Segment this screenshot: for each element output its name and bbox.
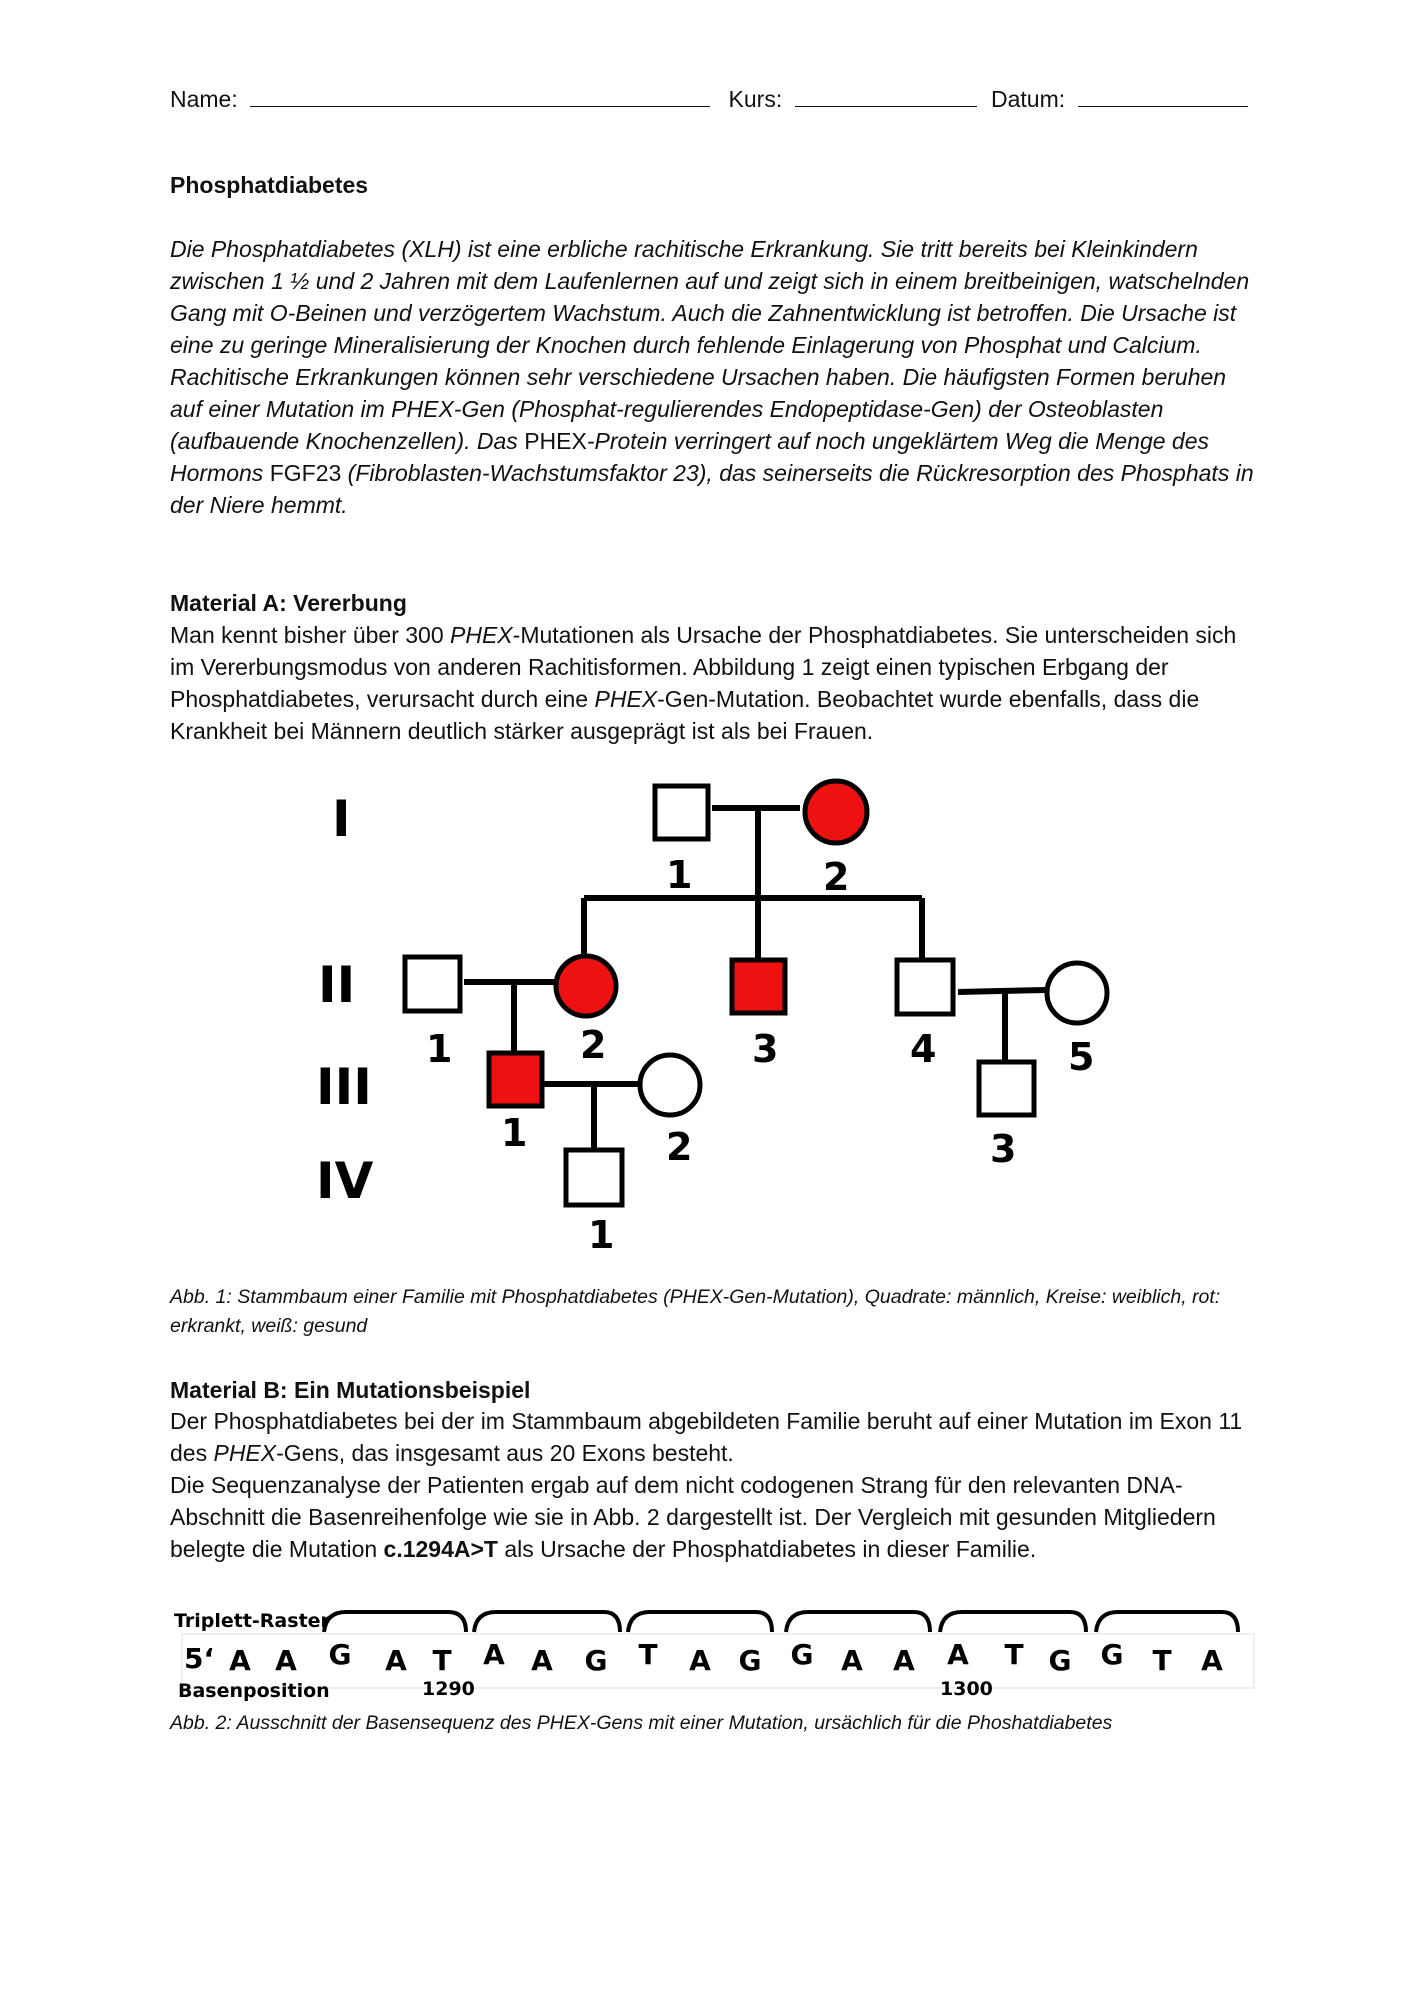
individual-II-5-number: 5	[1068, 1035, 1095, 1079]
triplet-brackets	[324, 1612, 1238, 1632]
name-label: Name:	[170, 86, 238, 112]
triplet-raster-label: Triplett-Raster	[174, 1610, 330, 1632]
base-1: A	[229, 1644, 251, 1677]
generation-label-2: II	[318, 956, 356, 1014]
base-16: T	[1004, 1638, 1024, 1671]
material-b-text: Der Phosphatdiabetes bei der im Stammbaum abgebildeten Familie beruht auf einer Mutation im Exon 11 des PHEX-Gens, das insgesamt aus 20 Exons besteht. Die Sequenzanalyse der Patienten ergab auf dem nicht codogenen Strang für den relevanten DNA-Abschnitt die Basenreihenfolge wie sie in Abb. 2 dargestellt ist. Der Vergleich mit gesunden Mitgliedern belegte die Mutation c.1294A>T als Ursache der Phosphatdiabetes in dieser Familie.	[170, 1408, 1243, 1562]
individual-I-2-number: 2	[823, 855, 850, 899]
course-label: Kurs:	[728, 86, 783, 112]
generation-label-3: III	[316, 1058, 372, 1116]
material-a-text: Man kennt bisher über 300 PHEX-Mutationen als Ursache der Phosphatdiabetes. Sie unterscheiden sich im Vererbungsmodus von anderen Rachitisformen. Abbildung 1 zeigt einen typischen Erbgang der Phosphatdiabetes, verursacht durch eine PHEX-Gen-Mutation. Beobachtet wurde ebenfalls, dass die Krankheit bei Männern deutlich stärker ausgeprägt ist als bei Frauen.	[170, 622, 1237, 744]
individual-II-3-number: 3	[752, 1027, 779, 1071]
base-19: T	[1152, 1644, 1172, 1677]
base-13: A	[841, 1644, 863, 1677]
individual-I-1-number: 1	[666, 853, 693, 897]
generation-label-1: I	[332, 790, 351, 848]
base-18: G	[1100, 1638, 1124, 1671]
five-prime-label: 5‘	[184, 1642, 215, 1675]
base-7: A	[531, 1644, 553, 1677]
position-1290: 1290	[422, 1678, 475, 1700]
base-8: G	[584, 1644, 608, 1677]
base-3: G	[328, 1638, 352, 1671]
figure-2-caption: Abb. 2: Ausschnitt der Basensequenz des PHEX-Gens mit einer Mutation, ursächlich für die Phoshatdiabetes	[170, 1712, 1113, 1734]
base-17: G	[1048, 1644, 1072, 1677]
intro-paragraph-2: Rachitische Erkrankungen können sehr verschiedene Ursachen haben. Die häufigsten Formen beruhen auf einer Mutation im PHEX-Gen (Phosphat-regulierendes Endopeptidase-Gen) der Osteoblasten (aufbauende Knochenzellen). Das PHEX-Protein verringert auf noch ungeklärtem Weg die Menge des Hormons FGF23 (Fibroblasten-Wachstumsfaktor 23), das seinerseits die Rückresorption des Phosphats in der Niere hemmt.	[170, 364, 1254, 518]
base-11: G	[738, 1644, 762, 1677]
base-12: G	[790, 1638, 814, 1671]
individual-II-4-number: 4	[910, 1027, 937, 1071]
individual-III-3-number: 3	[990, 1127, 1017, 1171]
base-2: A	[275, 1644, 297, 1677]
material-a-title: Material A: Vererbung	[170, 590, 407, 616]
material-b-title: Material B: Ein Mutationsbeispiel	[170, 1377, 531, 1403]
individual-IV-1-number: 1	[588, 1213, 615, 1257]
base-20: A	[1201, 1644, 1223, 1677]
base-9: T	[638, 1638, 658, 1671]
page-title: Phosphatdiabetes	[170, 172, 369, 198]
position-1300: 1300	[940, 1678, 993, 1700]
individual-III-1-number: 1	[501, 1111, 528, 1155]
generation-label-4: IV	[316, 1152, 374, 1210]
base-6: A	[483, 1638, 505, 1671]
base-position-label: Basenposition	[178, 1680, 330, 1702]
base-5: T	[432, 1644, 452, 1677]
base-15: A	[947, 1638, 969, 1671]
base-4: A	[385, 1644, 407, 1677]
date-label: Datum:	[991, 86, 1066, 112]
individual-III-2-number: 2	[666, 1125, 693, 1169]
intro-paragraph-1: Die Phosphatdiabetes (XLH) ist eine erbliche rachitische Erkrankung. Sie tritt bereits bei Kleinkindern zwischen 1 ½ und 2 Jahren mit dem Laufenlernen auf und zeigt sich in einem breitbeinigen, watschelnden Gang mit O-Beinen und verzögertem Wachstum. Auch die Zahnentwicklung ist betroffen. Die Ursache ist eine zu geringe Mineralisierung der Knochen durch fehlende Einlagerung von Phosphat und Calcium.	[170, 236, 1250, 358]
base-14: A	[893, 1644, 915, 1677]
base-10: A	[689, 1644, 711, 1677]
individual-II-2-number: 2	[580, 1023, 607, 1067]
individual-II-1-number: 1	[426, 1027, 453, 1071]
figure-1-caption: Abb. 1: Stammbaum einer Familie mit Phosphatdiabetes (PHEX-Gen-Mutation), Quadrate: männlich, Kreise: weiblich, rot: erkrankt, weiß: gesund	[170, 1286, 1221, 1337]
